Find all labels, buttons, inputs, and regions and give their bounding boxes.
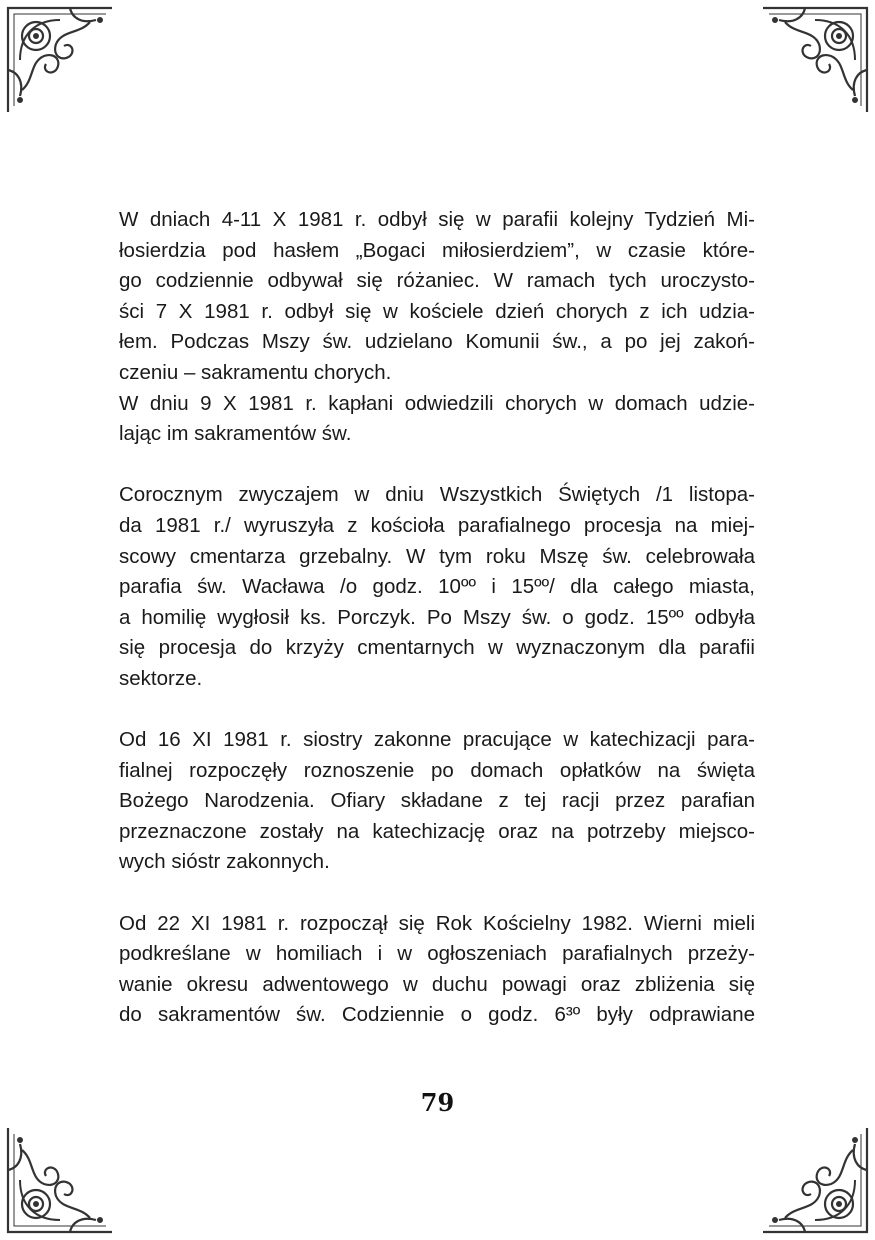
- text-line: ści 7 X 1981 r. odbył się w kościele dzień chorych z ich udzia-: [119, 299, 755, 323]
- paragraph-4: [119, 909, 755, 1031]
- text-line: a homilię wygłosił ks. Porczyk. Po Mszy św. o godz. 15ºº odbyła: [119, 605, 755, 629]
- text-line: łosierdzia pod hasłem „Bogaci miłosierdziem”, w czasie które-: [119, 238, 755, 262]
- corner-ornament-bottom-left: [0, 1120, 120, 1240]
- corner-ornament-top-right: [755, 0, 875, 120]
- corner-ornament-bottom-right: [755, 1120, 875, 1240]
- text-line: wych sióstr zakonnych.: [119, 850, 330, 874]
- text-line: Od 16 XI 1981 r. siostry zakonne pracujące w katechizacji para-: [119, 728, 755, 752]
- body-text: [119, 205, 755, 1031]
- text-line: lając im sakramentów św.: [119, 422, 352, 446]
- text-line: Od 22 XI 1981 r. rozpoczął się Rok Kościelny 1982. Wierni mieli: [119, 911, 755, 935]
- text-line: łem. Podczas Mszy św. udzielano Komunii św., a po jej zakoń-: [119, 330, 755, 354]
- text-line: parafia św. Wacława /o godz. 10ºº i 15ºº/ dla całego miasta,: [119, 575, 755, 599]
- text-line: czeniu – sakramentu chorych.: [119, 360, 392, 384]
- paragraph-gap: [119, 878, 755, 909]
- text-line: do sakramentów św. Codziennie o godz. 6³º były odprawiane: [119, 1003, 755, 1027]
- paragraph-3: [119, 725, 755, 878]
- text-line: W dniach 4-11 X 1981 r. odbył się w parafii kolejny Tydzień Mi-: [119, 208, 755, 231]
- text-line: Bożego Narodzenia. Ofiary składane z tej racji przez parafian: [119, 789, 755, 813]
- text-line: podkreślane w homiliach i w ogłoszeniach parafialnych przeży-: [119, 942, 755, 966]
- text-line: wanie okresu adwentowego w duchu powagi oraz zbliżenia się: [119, 972, 755, 996]
- page-number: 79: [420, 1088, 455, 1117]
- text-line: fialnej rozpoczęły roznoszenie po domach opłatków na święta: [119, 758, 755, 782]
- paragraph-1: [119, 205, 755, 450]
- text-line: Corocznym zwyczajem w dniu Wszystkich Świętych /1 listopa-: [119, 483, 755, 507]
- text-line: przeznaczone zostały na katechizację oraz na potrzeby miejsco-: [119, 819, 755, 843]
- text-line: sektorze.: [119, 666, 203, 690]
- text-line: się procesja do krzyży cmentarnych w wyznaczonym dla parafii: [119, 636, 755, 660]
- paragraph-gap: [119, 450, 755, 481]
- text-line: da 1981 r./ wyruszyła z kościoła parafialnego procesja na miej-: [119, 513, 755, 537]
- text-line: scowy cmentarza grzebalny. W tym roku Mszę św. celebrowała: [119, 544, 755, 568]
- text-line: go codziennie odbywał się różaniec. W ramach tych uroczysto-: [119, 269, 755, 293]
- text-line: W dniu 9 X 1981 r. kapłani odwiedzili chorych w domach udzie-: [119, 391, 755, 415]
- corner-ornament-top-left: [0, 0, 120, 120]
- paragraph-2: [119, 480, 755, 694]
- paragraph-gap: [119, 695, 755, 726]
